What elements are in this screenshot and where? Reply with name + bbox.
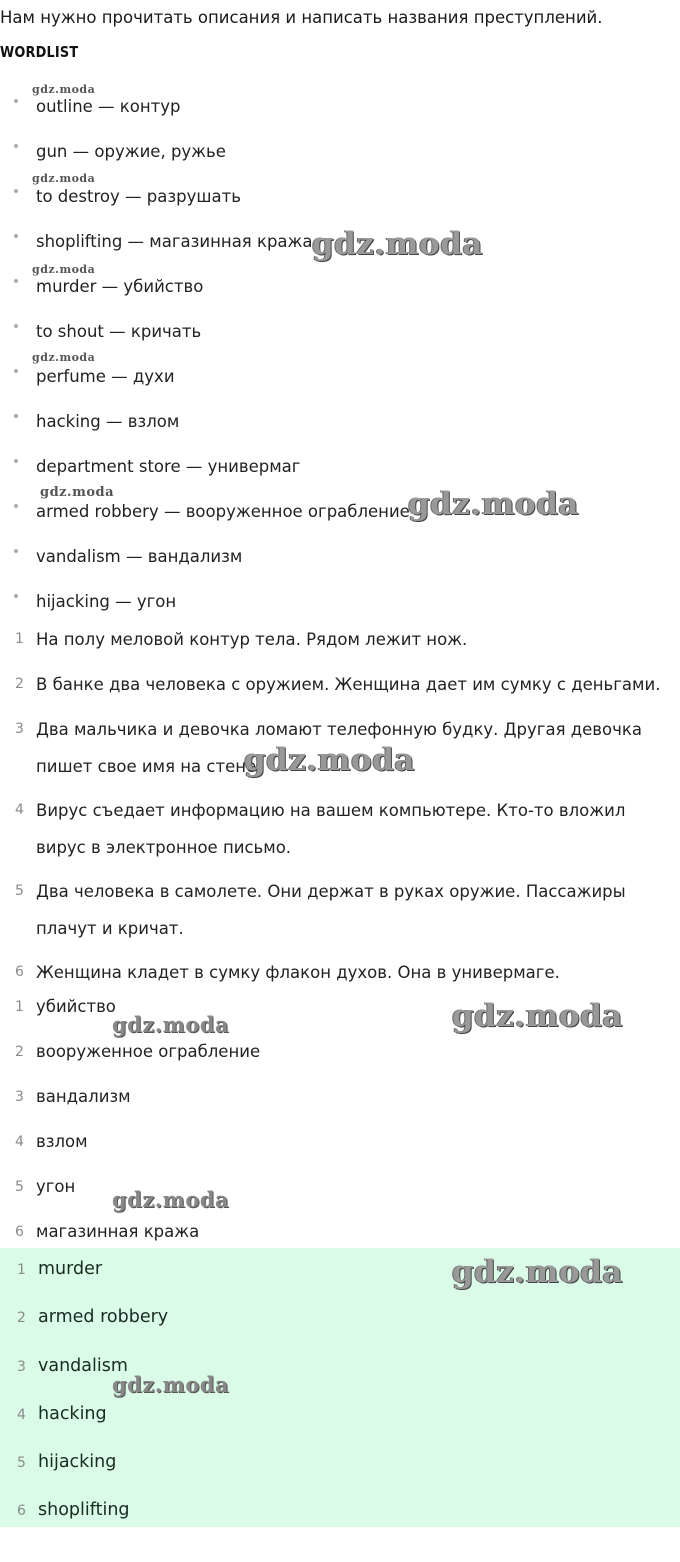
description-text: Вирус съедает информацию на вашем компьютере. Кто-то вложил вирус в электронное письмо. — [36, 801, 626, 857]
item-number: 5 — [15, 1179, 24, 1195]
watermark: gdz.moda — [32, 172, 96, 185]
wordlist-heading: WORDLIST — [0, 43, 79, 61]
bullet-icon — [14, 324, 18, 328]
answer-item — [0, 1306, 680, 1354]
watermark: gdz.moda — [32, 263, 96, 276]
bullet-icon — [14, 549, 18, 553]
answer-text: вооруженное ограбление — [36, 1042, 261, 1061]
description-list — [0, 628, 680, 1006]
answer-text: взлом — [36, 1132, 88, 1151]
wordlist-item: gun — оружие, ружье — [0, 131, 680, 176]
item-number: 2 — [15, 676, 24, 692]
item-number: 6 — [15, 964, 24, 980]
watermark: gdz.moda — [32, 83, 96, 96]
item-number: 1 — [17, 1262, 26, 1278]
watermark: gdz.moda — [112, 1012, 230, 1037]
answer-item — [0, 1499, 680, 1547]
description-item — [0, 799, 680, 880]
watermark: gdz.moda — [452, 998, 623, 1034]
wordlist-item: outline — контур — [0, 86, 680, 131]
wordlist-item: armed robbery — вооруженное ограбление — [0, 491, 680, 536]
item-number: 5 — [15, 883, 24, 899]
item-number: 3 — [15, 721, 24, 737]
wordlist-item: to shout — кричать — [0, 311, 680, 356]
bullet-icon — [14, 144, 18, 148]
answer-item — [0, 1041, 680, 1086]
answer-item — [0, 1176, 680, 1221]
watermark: gdz.moda — [40, 485, 115, 500]
wordlist-item: vandalism — вандализм — [0, 536, 680, 581]
item-number: 6 — [15, 1224, 24, 1240]
answer-text: hacking — [38, 1403, 107, 1424]
answers-russian-list — [0, 996, 680, 1266]
watermark: gdz.moda — [312, 226, 483, 262]
description-text: В банке два человека с оружием. Женщина дает им сумку с деньгами. — [36, 675, 661, 694]
wordlist-item: hijacking — угон — [0, 581, 680, 626]
item-number: 2 — [17, 1310, 26, 1327]
item-number: 4 — [15, 802, 24, 818]
answer-text: угон — [36, 1177, 76, 1196]
watermark: gdz.moda — [452, 1254, 623, 1290]
answers-english-list — [0, 1258, 680, 1548]
description-text: Два человека в самолете. Они держат в руках оружие. Пассажиры плачут и кричат. — [36, 882, 626, 938]
watermark: gdz.moda — [244, 742, 415, 778]
wordlist-item: hacking — взлом — [0, 401, 680, 446]
bullet-icon — [14, 594, 18, 598]
wordlist-item: murder — убийство — [0, 266, 680, 311]
wordlist-item: shoplifting — магазинная кража — [0, 221, 680, 266]
description-text: На полу меловой контур тела. Рядом лежит нож. — [36, 630, 468, 649]
bullet-icon — [14, 504, 18, 508]
answer-text: убийство — [36, 997, 116, 1016]
answer-text: murder — [38, 1259, 103, 1279]
answer-item — [0, 1086, 680, 1131]
answer-item — [0, 1131, 680, 1176]
watermark: gdz.moda — [32, 351, 96, 364]
wordlist-item: department store — универмаг — [0, 446, 680, 491]
item-number: 3 — [17, 1358, 26, 1375]
bullet-icon — [14, 189, 18, 193]
bullet-icon — [14, 369, 18, 373]
item-number: 3 — [15, 1089, 24, 1105]
description-text: Женщина кладет в сумку флакон духов. Она в универмаге. — [36, 963, 560, 982]
item-number: 4 — [15, 1134, 24, 1150]
wordlist-item: to destroy — разрушать — [0, 176, 680, 221]
description-item — [0, 880, 680, 961]
item-number: 1 — [15, 999, 24, 1015]
answer-text: vandalism — [38, 1355, 128, 1376]
answer-text: hijacking — [38, 1452, 117, 1473]
answer-text: магазинная кража — [36, 1222, 200, 1241]
bullet-icon — [14, 459, 18, 463]
watermark: gdz.moda — [408, 486, 579, 522]
item-number: 6 — [17, 1503, 26, 1520]
answer-text: shoplifting — [38, 1500, 130, 1521]
answer-item — [0, 1451, 680, 1499]
item-number: 4 — [17, 1406, 26, 1423]
answer-item — [0, 1403, 680, 1451]
bullet-icon — [14, 414, 18, 418]
description-text: Два мальчика и девочка ломают телефонную будку. Другая девочка пишет свое имя на стене. — [36, 720, 642, 776]
intro-text: Нам нужно прочитать описания и написать названия преступлений. — [0, 8, 603, 27]
item-number: 5 — [17, 1455, 26, 1472]
bullet-icon — [14, 279, 18, 283]
wordlist-item: perfume — духи — [0, 356, 680, 401]
answer-text: вандализм — [36, 1087, 131, 1106]
item-number: 2 — [15, 1044, 24, 1060]
answer-text: armed robbery — [38, 1307, 169, 1328]
bullet-icon — [14, 99, 18, 103]
bullet-icon — [14, 234, 18, 238]
watermark: gdz.moda — [112, 1372, 230, 1397]
watermark: gdz.moda — [112, 1187, 230, 1212]
answer-item — [0, 1355, 680, 1403]
item-number: 1 — [15, 631, 24, 647]
wordlist — [0, 86, 680, 626]
